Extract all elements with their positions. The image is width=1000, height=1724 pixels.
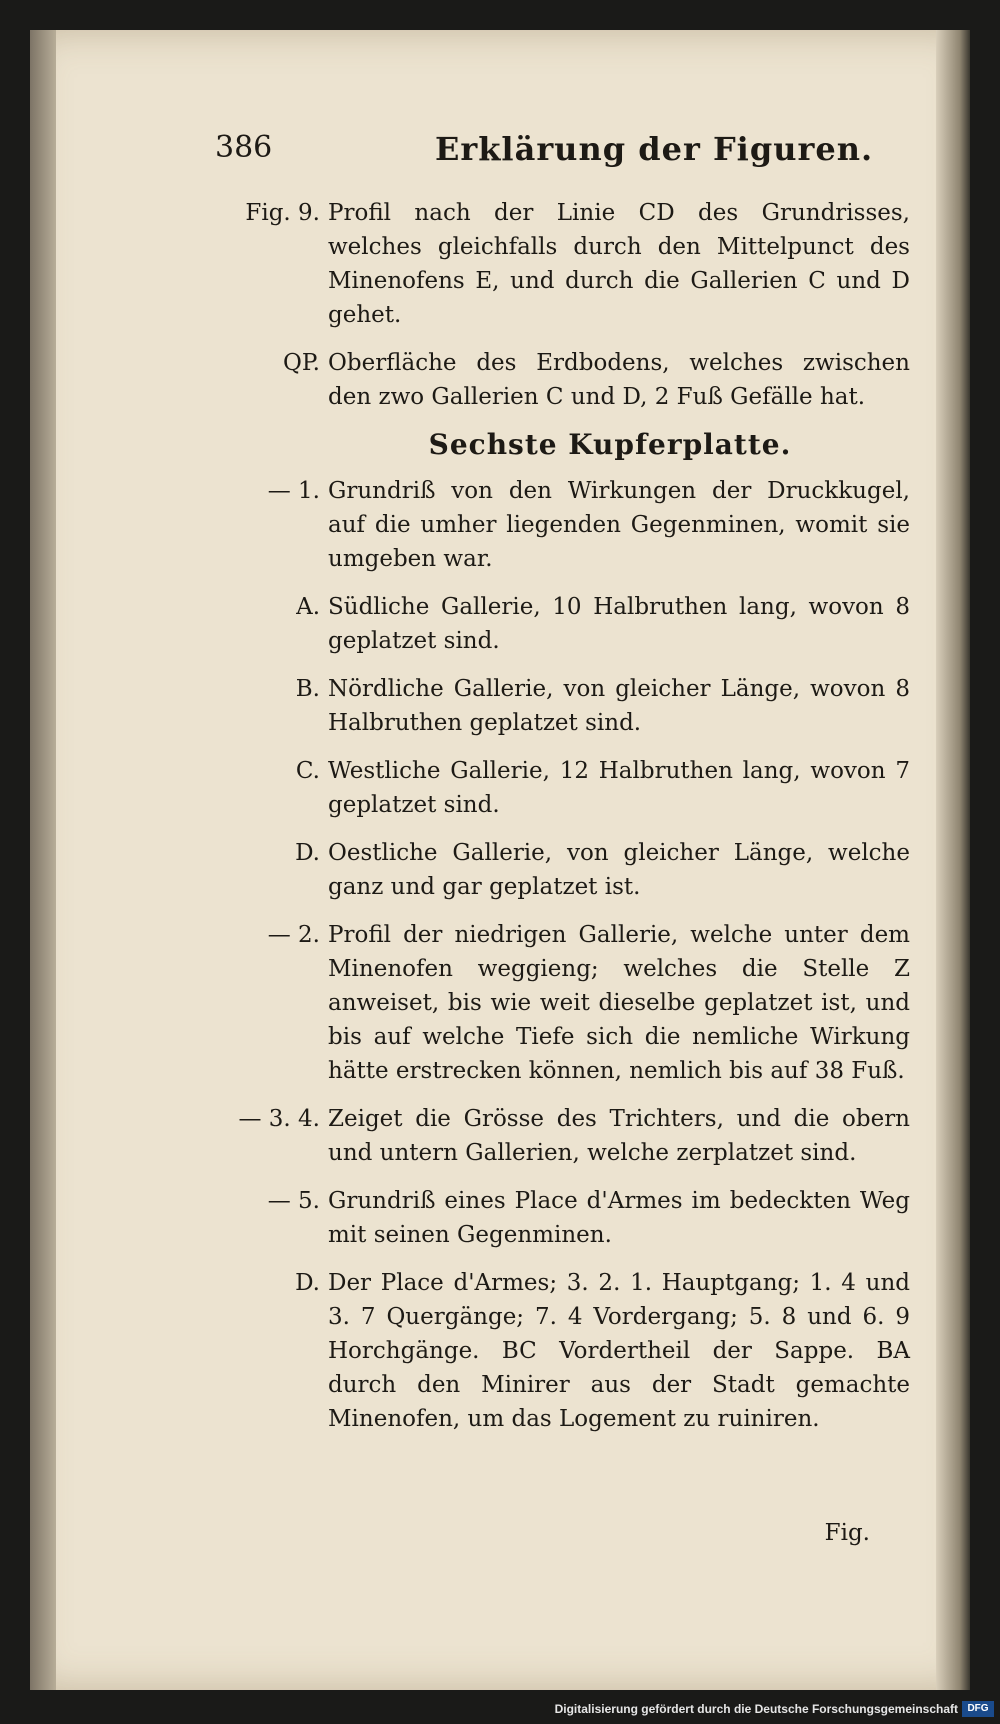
entry-text: Der Place d'Armes; 3. 2. 1. Hauptgang; 1. 4 und 3. 7 Quergänge; 7. 4 Vordergang; 5. 8 und 6. 9 Horchgänge. BC Vordertheil der Sappe. BA durch den Minirer aus der Stadt gemachte Minenofen, um das Logement zu ruiniren. xyxy=(328,1270,910,1432)
entry-text: Oberfläche des Erdbodens, welches zwischen den zwo Gallerien C und D, 2 Fuß Gefälle hat. xyxy=(328,350,910,410)
entry-text: Nördliche Gallerie, von gleicher Länge, wovon 8 Halbruthen geplatzet sind. xyxy=(328,676,910,736)
entry-label: B. xyxy=(295,676,320,702)
entry-text: Westliche Gallerie, 12 Halbruthen lang, wovon 7 geplatzet sind. xyxy=(328,758,910,818)
figure-entry xyxy=(220,196,910,332)
catchword: Fig. xyxy=(824,1520,870,1546)
figure-entry xyxy=(220,1102,910,1170)
entry-label: — 3. 4. xyxy=(238,1106,320,1132)
figure-entry xyxy=(220,754,910,822)
entry-text: Südliche Gallerie, 10 Halbruthen lang, wovon 8 geplatzet sind. xyxy=(328,594,910,654)
entry-text: Grundriß eines Place d'Armes im bedeckten Weg mit seinen Gegenminen. xyxy=(328,1188,910,1248)
page-content xyxy=(220,196,910,1450)
entry-label: Fig. 9. xyxy=(245,200,320,226)
funding-credit: Digitalisierung gefördert durch die Deutsche Forschungsgemeinschaft xyxy=(554,1702,958,1716)
entry-label: — 1. xyxy=(267,478,320,504)
page-header xyxy=(30,130,970,180)
section-title: Sechste Kupferplatte. xyxy=(428,428,792,461)
page-number: 386 xyxy=(215,130,273,165)
entry-label: C. xyxy=(295,758,320,784)
digitization-footer xyxy=(0,1690,1000,1724)
figure-entry xyxy=(220,474,910,576)
book-spine xyxy=(30,30,56,1690)
dfg-logo: DFG xyxy=(962,1701,994,1717)
entry-text: Profil der niedrigen Gallerie, welche unter dem Minenofen weggieng; welches die Stelle Z anweiset, bis wie weit dieselbe geplatzet ist, und bis auf welche Tiefe sich die nemliche Wirkung hätte erstrecken können, nemlich bis auf 38 Fuß. xyxy=(328,922,910,1084)
entry-text: Oestliche Gallerie, von gleicher Länge, welche ganz und gar geplatzet ist. xyxy=(328,840,910,900)
entry-label: — 5. xyxy=(267,1188,320,1214)
entry-text: Zeiget die Grösse des Trichters, und die obern und untern Gallerien, welche zerplatzet sind. xyxy=(328,1106,910,1166)
figure-entry xyxy=(220,1266,910,1436)
figure-entry xyxy=(220,918,910,1088)
entry-label: QP. xyxy=(283,350,320,376)
figure-entry xyxy=(220,836,910,904)
entry-text: Grundriß von den Wirkungen der Druckkugel, auf die umher liegenden Gegenminen, womit sie umgeben war. xyxy=(328,478,910,572)
entry-label: D. xyxy=(295,1270,320,1296)
book-page xyxy=(30,30,970,1690)
entry-label: D. xyxy=(295,840,320,866)
entry-label: A. xyxy=(296,594,320,620)
running-head: Erklärung der Figuren. xyxy=(435,130,874,168)
figure-entry xyxy=(220,346,910,414)
page-edge xyxy=(936,30,970,1690)
entry-text: Profil nach der Linie CD des Grundrisses, welches gleichfalls durch den Mittelpunct des Minenofens E, und durch die Gallerien C und D gehet. xyxy=(328,200,910,328)
figure-entry xyxy=(220,1184,910,1252)
figure-entry xyxy=(220,590,910,658)
entry-label: — 2. xyxy=(267,922,320,948)
figure-entry xyxy=(220,672,910,740)
